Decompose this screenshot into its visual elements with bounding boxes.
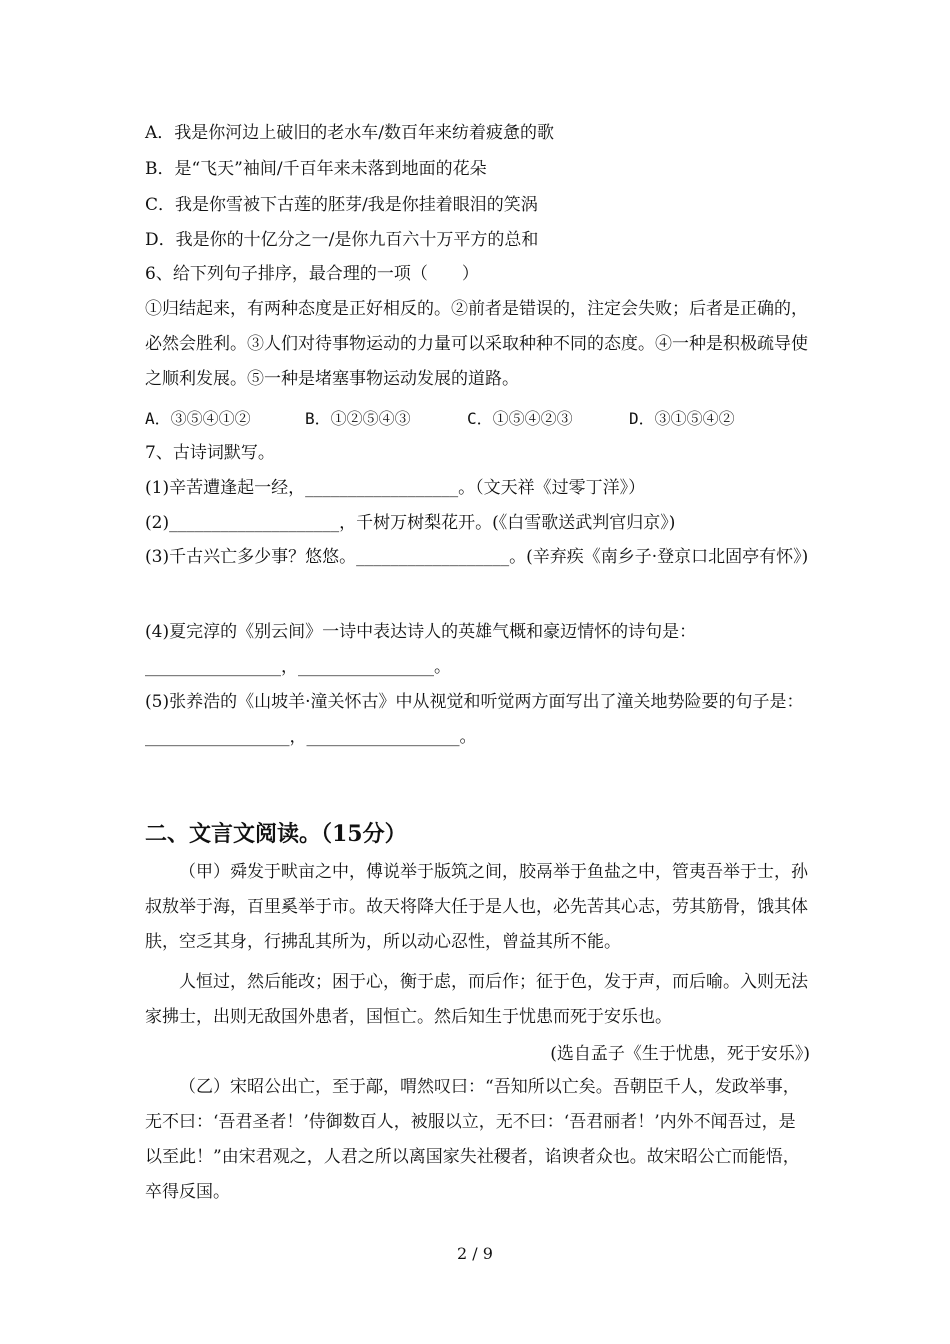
q7-item-4: (4)夏完淳的《别云间》一诗中表达诗人的英雄气概和豪迈情怀的诗句是：________________，________________。 [145, 622, 697, 677]
page-number: 2 / 9 [457, 1244, 493, 1263]
q5-option-a: A．我是你河边上破旧的老水车/数百年来纺着疲惫的歌 [145, 123, 555, 143]
q5-option-d: D．我是你的十亿分之一/是你九百六十万平方的总和 [145, 230, 539, 250]
q7-item-1: (1)辛苦遭逢起一经，__________________。（文天祥《过零丁洋》） [145, 478, 646, 498]
q5-option-c: C．我是你雪被下古莲的胚芽/我是你挂着眼泪的笑涡 [145, 195, 538, 215]
q6-option-d: D．③①⑤④② [629, 409, 735, 428]
q5-option-b: B．是“飞天”袖间/千百年来未落到地面的花朵 [145, 159, 487, 179]
jia-paragraph-1: （甲）舜发于畎亩之中，傅说举于版筑之间，胶鬲举于鱼盐之中，管夷吾举于士，孙叔敖举于海，百里奚举于市。故天将降大任于是人也，必先苦其心志，劳其筋骨，饿其体肤，空乏其身，行拂乱其所为，所以动心忍性，曾益其所不能。 [145, 862, 808, 952]
q6-passage: ①归结起来，有两种态度是正好相反的。②前者是错误的，注定会失败；后者是正确的，必然会胜利。③人们对待事物运动的力量可以采取种种不同的态度。④一种是积极疏导使之顺利发展。⑤一种是堵塞事物运动发展的道路。 [145, 299, 808, 389]
q7-item-3: (3)千古兴亡多少事？悠悠。__________________。(辛弃疾《南乡子·登京口北固亭有怀》) [145, 547, 809, 567]
q6-options [145, 408, 735, 430]
q6-option-b: B．①②⑤④③ [305, 409, 411, 428]
q6-option-c: C．①⑤④②③ [467, 409, 573, 428]
q7-title: 7、古诗词默写。 [145, 443, 275, 463]
jia-source: (选自孟子《生于忧患，死于安乐》) [550, 1044, 810, 1064]
q7-item-2: (2)____________________，千树万树梨花开。(《白雪歌送武判官归京》) [145, 513, 676, 533]
q6-option-a: A．③⑤④①② [145, 409, 251, 428]
jia-paragraph-2: 人恒过，然后能改；困于心，衡于虑，而后作；征于色，发于声，而后喻。入则无法家拂士，出则无敌国外患者，国恒亡。然后知生于忧患而死于安乐也。 [145, 972, 808, 1027]
yi-paragraph: （乙）宋昭公出亡，至于鄗，喟然叹曰：“吾知所以亡矣。吾朝臣千人，发政举事，无不曰：‘吾君圣者！’侍御数百人，被服以立，无不曰：‘吾君丽者！’内外不闻吾过，是以至此！”由宋君观之，人君之所以离国家失社稷者，谄谀者众也。故宋昭公亡而能悟，卒得反国。 [145, 1077, 800, 1202]
q7-item-5: (5)张养浩的《山坡羊·潼关怀古》中从视觉和听觉两方面写出了潼关地势险要的句子是：_________________，__________________。 [145, 692, 804, 747]
q6-title: 6、给下列句子排序，最合理的一项（ ） [145, 264, 479, 284]
section-heading: 二、文言文阅读。（15分） [145, 821, 407, 847]
